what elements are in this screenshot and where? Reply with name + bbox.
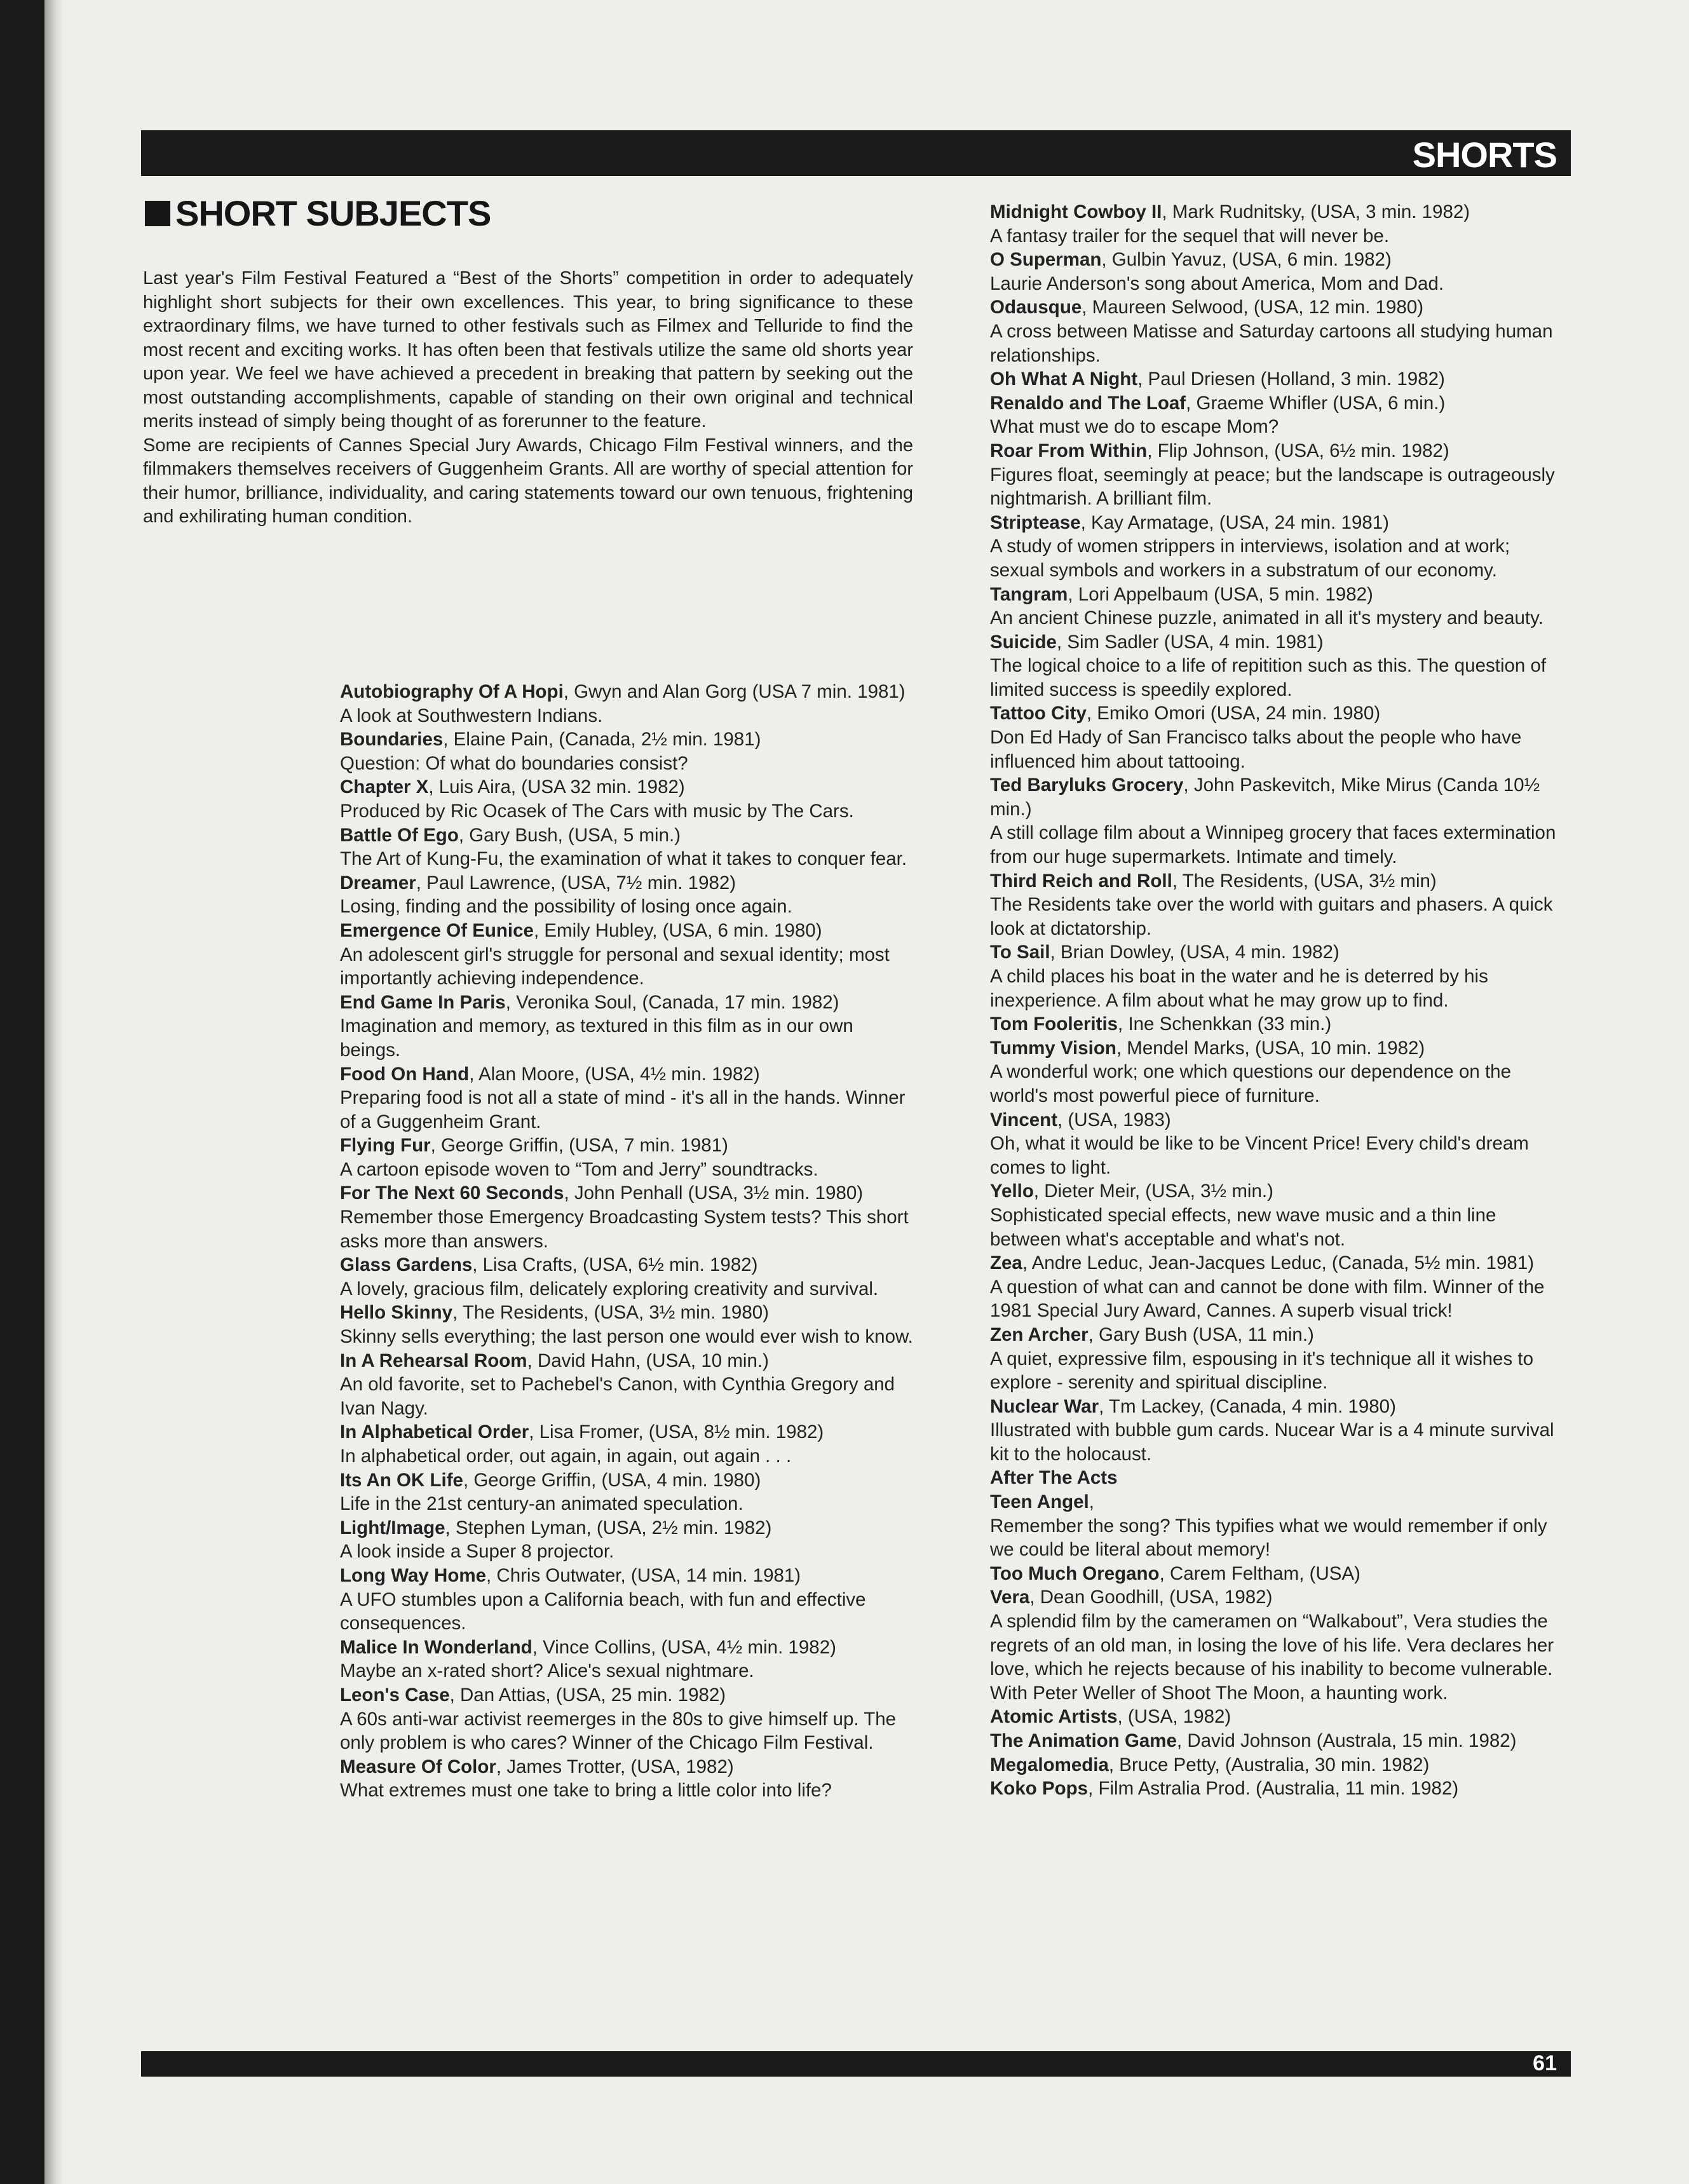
film-credit: , Gulbin Yavuz, (USA, 6 min. 1982) [1101, 249, 1392, 271]
film-description: A look inside a Super 8 projector. [340, 1541, 614, 1563]
film-title: Vincent [990, 1109, 1058, 1130]
film-description: Don Ed Hady of San Francisco talks about the people who have influenced him about tattooing. [990, 727, 1522, 772]
film-description: Remember the song? This typifies what we would remember if only we could be literal about memory! [990, 1515, 1547, 1561]
film-credit: , Dean Goodhill, (USA, 1982) [1029, 1587, 1273, 1608]
film-credit: , Elaine Pain, (Canada, 2½ min. 1981) [443, 729, 761, 750]
film-title: Battle Of Ego [340, 824, 459, 846]
film-description: The logical choice to a life of repitition such as this. The question of limited success is speedily explored. [990, 655, 1547, 700]
film-credit: , Maureen Selwood, (USA, 12 min. 1980) [1082, 297, 1424, 318]
film-credit: , Film Astralia Prod. (Australia, 11 min. 1982) [1088, 1778, 1459, 1800]
film-description: A fantasy trailer for the sequel that will never be. [990, 225, 1390, 247]
film-credit: , Carem Feltham, (USA) [1159, 1563, 1360, 1584]
film-credit: , Gary Bush (USA, 11 min.) [1088, 1324, 1314, 1345]
film-entry [990, 248, 1568, 295]
film-entry [340, 871, 915, 919]
film-credit: , Ine Schenkkan (33 min.) [1118, 1014, 1332, 1035]
film-credit: , Flip Johnson, (USA, 6½ min. 1982) [1147, 440, 1449, 461]
film-title: Light/Image [340, 1517, 445, 1538]
film-description: An old favorite, set to Pachebel's Canon, with Cynthia Gregory and Ivan Nagy. [340, 1374, 895, 1419]
film-title: Odausque [990, 297, 1082, 318]
film-entry [990, 1036, 1568, 1108]
film-credit: , Brian Dowley, (USA, 4 min. 1982) [1050, 942, 1340, 963]
film-title: Dreamer [340, 872, 416, 893]
film-description: Skinny sells everything; the last person one would ever wish to know. [340, 1326, 913, 1348]
film-credit: , Alan Moore, (USA, 4½ min. 1982) [469, 1063, 760, 1085]
film-credit: , James Trotter, (USA, 1982) [496, 1756, 734, 1777]
film-credit: , Lori Appelbaum (USA, 5 min. 1982) [1068, 583, 1373, 605]
film-title: O Superman [990, 249, 1102, 271]
film-credit: , [1089, 1491, 1094, 1513]
film-entry [990, 630, 1568, 702]
film-title: Measure Of Color [340, 1756, 496, 1777]
film-entry [990, 1753, 1568, 1777]
film-title: The Animation Game [990, 1730, 1177, 1751]
film-entry [340, 1301, 915, 1348]
film-entry [990, 583, 1568, 630]
intro-paragraph: Some are recipients of Cannes Special Jury Awards, Chicago Film Festival winners, and the filmmakers themselves receivers of Guggenheim Grants. All are worthy of special attention for their humor, brilliance, individuality, and caring statements toward our own tenuous, frightening and exhilirating human condition. [143, 435, 913, 527]
film-title: Tummy Vision [990, 1037, 1116, 1059]
film-title: After The Acts [990, 1467, 1118, 1489]
film-description: Laurie Anderson's song about America, Mom and Dad. [990, 273, 1444, 294]
film-credit: , Vince Collins, (USA, 4½ min. 1982) [532, 1636, 836, 1658]
film-title: Malice In Wonderland [340, 1636, 532, 1658]
film-description: Produced by Ric Ocasek of The Cars with music by The Cars. [340, 800, 854, 822]
film-entry [340, 919, 915, 991]
film-description: A cartoon episode woven to “Tom and Jerry” soundtracks. [340, 1158, 818, 1180]
film-entry [990, 1729, 1568, 1753]
film-credit: , Gary Bush, (USA, 5 min.) [458, 824, 681, 846]
film-entry [990, 1490, 1568, 1562]
film-title: Too Much Oregano [990, 1563, 1160, 1584]
film-title: To Sail [990, 942, 1050, 963]
film-credit: , Lisa Fromer, (USA, 8½ min. 1982) [529, 1421, 824, 1443]
film-credit: , Paul Driesen (Holland, 3 min. 1982) [1137, 369, 1445, 390]
film-credit: , Tm Lackey, (Canada, 4 min. 1980) [1099, 1395, 1396, 1417]
film-entry [340, 1181, 915, 1253]
film-credit: , Paul Lawrence, (USA, 7½ min. 1982) [416, 872, 736, 893]
film-description: The Art of Kung-Fu, the examination of what it takes to conquer fear. [340, 848, 907, 870]
film-credit: , Dan Attias, (USA, 25 min. 1982) [449, 1684, 726, 1706]
film-entry [340, 1683, 915, 1755]
film-description: Life in the 21st century-an animated speculation. [340, 1493, 743, 1515]
film-credit: , Emily Hubley, (USA, 6 min. 1980) [533, 919, 822, 941]
film-credit: , Lisa Crafts, (USA, 6½ min. 1982) [472, 1254, 758, 1276]
film-description: Losing, finding and the possibility of losing once again. [340, 896, 792, 918]
film-title: Long Way Home [340, 1564, 486, 1586]
film-entry [340, 775, 915, 823]
film-entry [990, 200, 1568, 248]
film-description: A quiet, expressive film, espousing in it's technique all it wishes to explore - serenity and spiritual discipline. [990, 1348, 1534, 1394]
film-entry [990, 940, 1568, 1012]
film-credit: , John Paskevitch, Mike Mirus (Canda 10½ min.) [990, 775, 1540, 820]
film-title: Renaldo and The Loaf [990, 392, 1186, 414]
film-title: Striptease [990, 512, 1081, 533]
film-entry [990, 439, 1568, 511]
film-entry [990, 1777, 1568, 1801]
film-description: A still collage film about a Winnipeg grocery that faces extermination from our huge supermarkets. Intimate and timely. [990, 822, 1556, 868]
film-description: Maybe an x-rated short? Alice's sexual nightmare. [340, 1660, 754, 1682]
film-entry [340, 1420, 915, 1468]
film-credit: , Mendel Marks, (USA, 10 min. 1982) [1116, 1037, 1425, 1059]
film-title: End Game In Paris [340, 991, 506, 1013]
film-credit: , The Residents, (USA, 3½ min) [1172, 870, 1437, 892]
film-description: In alphabetical order, out again, in again, out again . . . [340, 1446, 792, 1467]
film-title: Tangram [990, 583, 1068, 605]
film-description: A 60s anti-war activist reemerges in the 80s to give himself up. The only problem is who cares? Winner of the Chicago Film Festival. [340, 1708, 897, 1754]
intro-text [143, 267, 913, 529]
film-entry [990, 1466, 1568, 1490]
film-description: A cross between Matisse and Saturday cartoons all studying human relationships. [990, 320, 1553, 366]
film-title: Emergence Of Eunice [340, 919, 534, 941]
film-entry [340, 728, 915, 775]
film-credit: , Kay Armatage, (USA, 24 min. 1981) [1080, 512, 1389, 533]
film-entry [340, 1062, 915, 1134]
film-title: Flying Fur [340, 1135, 431, 1156]
film-title: Autobiography Of A Hopi [340, 681, 564, 702]
film-title: Chapter X [340, 777, 429, 798]
film-entry [990, 773, 1568, 869]
film-credit: , John Penhall (USA, 3½ min. 1980) [564, 1183, 864, 1204]
film-entry [990, 1705, 1568, 1729]
film-title: Its An OK Life [340, 1469, 463, 1491]
film-title: Third Reich and Roll [990, 870, 1172, 892]
film-description: Question: Of what do boundaries consist? [340, 752, 688, 774]
film-description: An ancient Chinese puzzle, animated in all it's mystery and beauty. [990, 607, 1543, 629]
page-spine-shadow [44, 0, 64, 2184]
film-credit: , Mark Rudnitsky, (USA, 3 min. 1982) [1162, 201, 1470, 222]
film-title: Nuclear War [990, 1395, 1099, 1417]
film-entry [990, 295, 1568, 367]
film-credit: , George Griffin, (USA, 7 min. 1981) [430, 1135, 728, 1156]
film-entry [340, 1134, 915, 1181]
film-entry [340, 991, 915, 1062]
film-credit: , David Hahn, (USA, 10 min.) [527, 1350, 769, 1371]
film-credit: , Chris Outwater, (USA, 14 min. 1981) [486, 1564, 801, 1586]
film-entry [990, 1012, 1568, 1036]
film-description: Figures float, seemingly at peace; but the landscape is outrageously nightmarish. A brilliant film. [990, 464, 1555, 510]
film-title: Roar From Within [990, 440, 1148, 461]
film-title: Ted Baryluks Grocery [990, 775, 1184, 796]
film-entry [340, 1516, 915, 1564]
film-credit: , Andre Leduc, Jean-Jacques Leduc, (Canada, 5½ min. 1981) [1022, 1252, 1535, 1274]
film-description: A look at Southwestern Indians. [340, 705, 603, 726]
film-title: Leon's Case [340, 1684, 450, 1706]
intro-paragraph: Last year's Film Festival Featured a “Best of the Shorts” competition in order to adequately highlight short subjects for their own excellences. This year, to bring significance to these extraordinary films, we have turned to other festivals such as Filmex and Telluride to find the most recent and exciting works. It has often been that festivals utilize the same old shorts year upon year. We feel we have achieved a precedent in breaking that pattern by seeking out the most outstanding accomplishments, capable of standing on their own original and technical merits instead of simply being thought of as forerunner to the feature. [143, 268, 913, 431]
film-credit: , Sim Sadler (USA, 4 min. 1981) [1056, 631, 1324, 653]
film-entry [990, 1562, 1568, 1586]
film-title: Vera [990, 1587, 1030, 1608]
film-entry [340, 1349, 915, 1421]
film-description: Preparing food is not all a state of mind - it's all in the hands. Winner of a Guggenheim Grant. [340, 1087, 906, 1132]
section-header-bar [141, 130, 1571, 176]
film-entry [340, 1755, 915, 1803]
film-description: A UFO stumbles upon a California beach, with fun and effective consequences. [340, 1589, 866, 1634]
film-entry [340, 680, 915, 728]
film-description: A lovely, gracious film, delicately exploring creativity and survival. [340, 1278, 879, 1299]
film-entry [990, 702, 1568, 773]
film-credit: , The Residents, (USA, 3½ min. 1980) [452, 1302, 769, 1324]
film-credit: , Stephen Lyman, (USA, 2½ min. 1982) [445, 1517, 772, 1538]
film-title: Glass Gardens [340, 1254, 473, 1276]
page-number: 61 [1533, 2051, 1557, 2075]
film-entry [340, 1636, 915, 1683]
film-title: In A Rehearsal Room [340, 1350, 527, 1371]
film-title: Tattoo City [990, 703, 1087, 724]
film-title: For The Next 60 Seconds [340, 1183, 564, 1204]
film-credit: , Gwyn and Alan Gorg (USA 7 min. 1981) [563, 681, 906, 702]
film-title: Food On Hand [340, 1063, 470, 1085]
film-title: Boundaries [340, 729, 444, 750]
film-entry [990, 869, 1568, 941]
film-credit: , Emiko Omori (USA, 24 min. 1980) [1086, 703, 1381, 724]
film-credit: , Bruce Petty, (Australia, 30 min. 1982) [1108, 1754, 1430, 1775]
film-description: What must we do to escape Mom? [990, 416, 1279, 438]
film-title: Suicide [990, 631, 1057, 653]
film-title: Teen Angel [990, 1491, 1089, 1513]
film-description: The Residents take over the world with guitars and phasers. A quick look at dictatorship. [990, 894, 1553, 939]
film-entry [990, 1323, 1568, 1395]
film-credit: , (USA, 1983) [1057, 1109, 1171, 1130]
film-title: Midnight Cowboy II [990, 201, 1162, 222]
film-description: Oh, what it would be like to be Vincent Price! Every child's dream comes to light. [990, 1133, 1529, 1178]
left-film-list [340, 680, 915, 1803]
film-title: Atomic Artists [990, 1706, 1118, 1728]
film-credit: , (USA, 1982) [1117, 1706, 1231, 1728]
film-entry [990, 1251, 1568, 1323]
film-credit: , David Johnson (Australa, 15 min. 1982) [1176, 1730, 1517, 1751]
film-description: Imagination and memory, as textured in this film as in our own beings. [340, 1015, 853, 1061]
film-entry [990, 367, 1568, 391]
film-description: A question of what can and cannot be done with film. Winner of the 1981 Special Jury Award, Cannes. A superb visual trick! [990, 1276, 1545, 1322]
film-credit: , Graeme Whifler (USA, 6 min.) [1186, 392, 1446, 414]
film-credit: , Veronika Soul, (Canada, 17 min. 1982) [505, 991, 839, 1013]
film-title: Oh What A Night [990, 369, 1138, 390]
film-description: A study of women strippers in interviews, isolation and at work; sexual symbols and workers in a substratum of our economy. [990, 536, 1510, 581]
film-entry [990, 391, 1568, 439]
film-title: Megalomedia [990, 1754, 1109, 1775]
film-title: Yello [990, 1181, 1034, 1202]
film-entry [990, 1179, 1568, 1251]
film-credit: , Dieter Meir, (USA, 3½ min.) [1033, 1181, 1273, 1202]
film-entry [340, 824, 915, 871]
film-title: In Alphabetical Order [340, 1421, 529, 1443]
film-description: An adolescent girl's struggle for personal and sexual identity; most importantly achieving independence. [340, 944, 890, 989]
film-entry [990, 511, 1568, 583]
film-entry [340, 1253, 915, 1301]
heading-text: SHORT SUBJECTS [175, 193, 491, 233]
page-heading [145, 193, 491, 234]
film-description: A wonderful work; one which questions our dependence on the world's most powerful piece of furniture. [990, 1061, 1511, 1106]
film-entry [340, 1564, 915, 1636]
film-description: A child places his boat in the water and he is deterred by his inexperience. A film about what he may grow up to find. [990, 966, 1488, 1011]
heading-square-icon [145, 201, 170, 226]
film-description: Sophisticated special effects, new wave music and a thin line between what's acceptable and what's not. [990, 1204, 1496, 1250]
film-entry [990, 1395, 1568, 1467]
film-description: Remember those Emergency Broadcasting System tests? This short asks more than answers. [340, 1207, 909, 1252]
film-title: Zen Archer [990, 1324, 1089, 1345]
film-description: A splendid film by the cameramen on “Walkabout”, Vera studies the regrets of an old man, in losing the love of his life. Vera declares her love, which he rejects because of his inability to become vulnerable. With Peter Weller of Shoot The Moon, a haunting work. [990, 1611, 1554, 1704]
right-film-list [990, 200, 1568, 1801]
film-title: Hello Skinny [340, 1302, 453, 1324]
film-entry [990, 1585, 1568, 1705]
film-title: Tom Fooleritis [990, 1014, 1118, 1035]
film-entry [340, 1468, 915, 1516]
film-title: Zea [990, 1252, 1022, 1274]
section-label: SHORTS [1412, 135, 1557, 175]
film-description: What extremes must one take to bring a little color into life? [340, 1780, 832, 1801]
film-entry [990, 1108, 1568, 1180]
film-title: Koko Pops [990, 1778, 1089, 1800]
film-description: Illustrated with bubble gum cards. Nucear War is a 4 minute survival kit to the holocaust. [990, 1420, 1554, 1465]
film-credit: , Luis Aira, (USA 32 min. 1982) [428, 777, 685, 798]
film-credit: , George Griffin, (USA, 4 min. 1980) [463, 1469, 761, 1491]
footer-bar [141, 2051, 1571, 2077]
